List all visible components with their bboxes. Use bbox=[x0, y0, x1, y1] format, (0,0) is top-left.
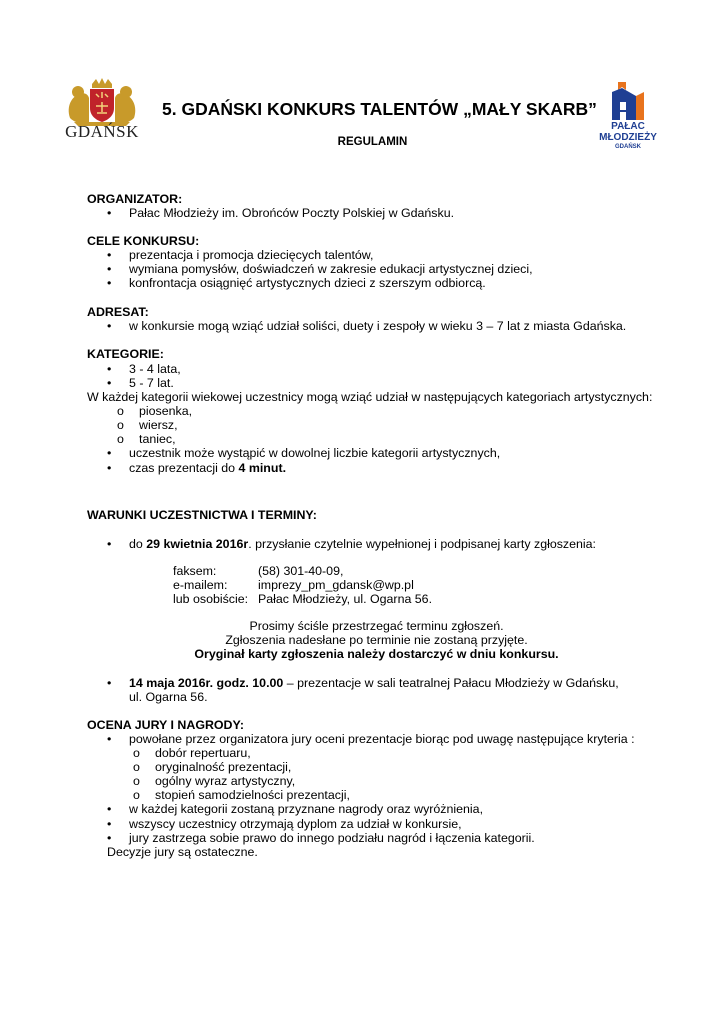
kategorie-intro: W każdej kategorii wiekowej uczestnicy mogą wziąć udział w następujących kategoriach artystycznych: bbox=[87, 390, 653, 404]
bullet-icon: • bbox=[107, 376, 112, 390]
document-title: 5. GDAŃSKI KONKURS TALENTÓW „MAŁY SKARB” bbox=[162, 99, 597, 119]
bullet-icon: • bbox=[107, 206, 112, 220]
list-item-text: konfrontacja osiągnięć artystycznych dzieci z szerszym odbiorcą. bbox=[129, 276, 486, 290]
list-item-text: wiersz, bbox=[139, 418, 178, 432]
list-item-text: Pałac Młodzieży im. Obrońców Poczty Polskiej w Gdańsku. bbox=[129, 206, 455, 220]
section-heading-cele: CELE KONKURSU: bbox=[87, 234, 200, 248]
contact-label: e-mailem: bbox=[173, 578, 228, 592]
bullet-icon: • bbox=[107, 537, 112, 551]
bullet-icon: • bbox=[107, 248, 112, 262]
contact-value: Pałac Młodzieży, ul. Ogarna 56. bbox=[258, 592, 433, 606]
list-item-text bbox=[129, 461, 286, 475]
list-item-text: 5 - 7 lat. bbox=[129, 376, 174, 390]
list-item-text: piosenka, bbox=[139, 404, 193, 418]
circle-bullet-icon: o bbox=[117, 432, 124, 446]
list-item-text: wymiana pomysłów, doświadczeń w zakresie edukacji artystycznej dzieci, bbox=[129, 262, 533, 276]
list-item-text: jury zastrzega sobie prawo do innego podziału nagród i łączenia kategorii. bbox=[129, 831, 535, 845]
section-heading-kategorie: KATEGORIE: bbox=[87, 347, 164, 361]
event-date: 14 maja 2016r. godz. 10.00 bbox=[129, 676, 284, 690]
circle-bullet-icon: o bbox=[133, 760, 140, 774]
section-heading-ocena: OCENA JURY I NAGRODY: bbox=[87, 718, 244, 732]
list-item-text: dobór repertuaru, bbox=[155, 746, 251, 760]
list-item-text: w każdej kategorii zostaną przyznane nagrody oraz wyróżnienia, bbox=[129, 802, 484, 816]
bullet-icon: • bbox=[107, 276, 112, 290]
circle-bullet-icon: o bbox=[117, 404, 124, 418]
bullet-icon: • bbox=[107, 817, 112, 831]
palac-logo-city: GDAŃSK bbox=[614, 144, 641, 150]
bullet-icon: • bbox=[107, 802, 112, 816]
deadline-prefix: do bbox=[129, 537, 147, 551]
list-item-text: taniec, bbox=[139, 432, 176, 446]
final-statement: Decyzje jury są ostateczne. bbox=[107, 845, 258, 859]
event-description: – prezentacje w sali teatralnej Pałacu Młodzieży w Gdańsku, bbox=[283, 676, 619, 690]
list-item-text: wszyscy uczestnicy otrzymają dyplom za udział w konkursie, bbox=[129, 817, 462, 831]
contact-value: (58) 301-40-09, bbox=[258, 564, 344, 578]
list-item-text: prezentacja i promocja dziecięcych talentów, bbox=[129, 248, 374, 262]
document-subtitle bbox=[0, 136, 725, 148]
circle-bullet-icon: o bbox=[117, 418, 124, 432]
email-link[interactable]: imprezy_pm_gdansk@wp.pl bbox=[258, 578, 414, 592]
contact-label: lub osobiście: bbox=[173, 592, 249, 606]
deadline-suffix: . przysłanie czytelnie wypełnionej i podpisanej karty zgłoszenia: bbox=[248, 537, 596, 551]
rule-bold-text: 4 minut. bbox=[238, 461, 287, 475]
list-item-text bbox=[129, 676, 619, 690]
bullet-icon: • bbox=[107, 732, 112, 746]
bullet-icon: • bbox=[107, 262, 112, 276]
subtitle-text: REGULAMIN bbox=[337, 136, 408, 148]
circle-bullet-icon: o bbox=[133, 788, 140, 802]
section-heading-organizator: ORGANIZATOR: bbox=[87, 192, 183, 206]
bullet-icon: • bbox=[107, 461, 112, 475]
bullet-icon: • bbox=[107, 831, 112, 845]
list-item-text bbox=[129, 537, 596, 551]
gdansk-logo-text: GDAŃSK bbox=[65, 122, 139, 141]
circle-bullet-icon: o bbox=[133, 746, 140, 760]
palac-logo-line2: MŁODZIEŻY bbox=[599, 132, 657, 143]
list-item-text: ogólny wyraz artystyczny, bbox=[155, 774, 296, 788]
list-item-text: 3 - 4 lata, bbox=[129, 362, 181, 376]
list-item-text: oryginalność prezentacji, bbox=[155, 760, 292, 774]
event-address: ul. Ogarna 56. bbox=[129, 690, 208, 704]
list-item-text: powołane przez organizatora jury oceni prezentacje biorąc pod uwagę następujące kryteria : bbox=[129, 732, 635, 746]
deadline-date: 29 kwietnia 2016r bbox=[146, 537, 249, 551]
bullet-icon: • bbox=[107, 676, 112, 690]
section-heading-adresat: ADRESAT: bbox=[87, 305, 149, 319]
note-line: Prosimy ściśle przestrzegać terminu zgłoszeń. bbox=[249, 619, 504, 633]
note-line-bold: Oryginał karty zgłoszenia należy dostarczyć w dniu konkursu. bbox=[194, 647, 559, 661]
bullet-icon: • bbox=[107, 446, 112, 460]
note-line: Zgłoszenia nadesłane po terminie nie zostaną przyjęte. bbox=[225, 633, 528, 647]
list-item-text: w konkursie mogą wziąć udział soliści, duety i zespoły w wieku 3 – 7 lat z miasta Gdańska. bbox=[129, 319, 627, 333]
circle-bullet-icon: o bbox=[133, 774, 140, 788]
palac-logo-line1: PAŁAC bbox=[611, 121, 645, 132]
list-item-text: uczestnik może wystąpić w dowolnej liczbie kategorii artystycznych, bbox=[129, 446, 501, 460]
bullet-icon: • bbox=[107, 319, 112, 333]
section-heading-warunki: WARUNKI UCZESTNICTWA I TERMINY: bbox=[87, 508, 317, 522]
contact-label: faksem: bbox=[173, 564, 217, 578]
list-item-text: stopień samodzielności prezentacji, bbox=[155, 788, 350, 802]
bullet-icon: • bbox=[107, 362, 112, 376]
rule-text: czas prezentacji do bbox=[129, 461, 239, 475]
